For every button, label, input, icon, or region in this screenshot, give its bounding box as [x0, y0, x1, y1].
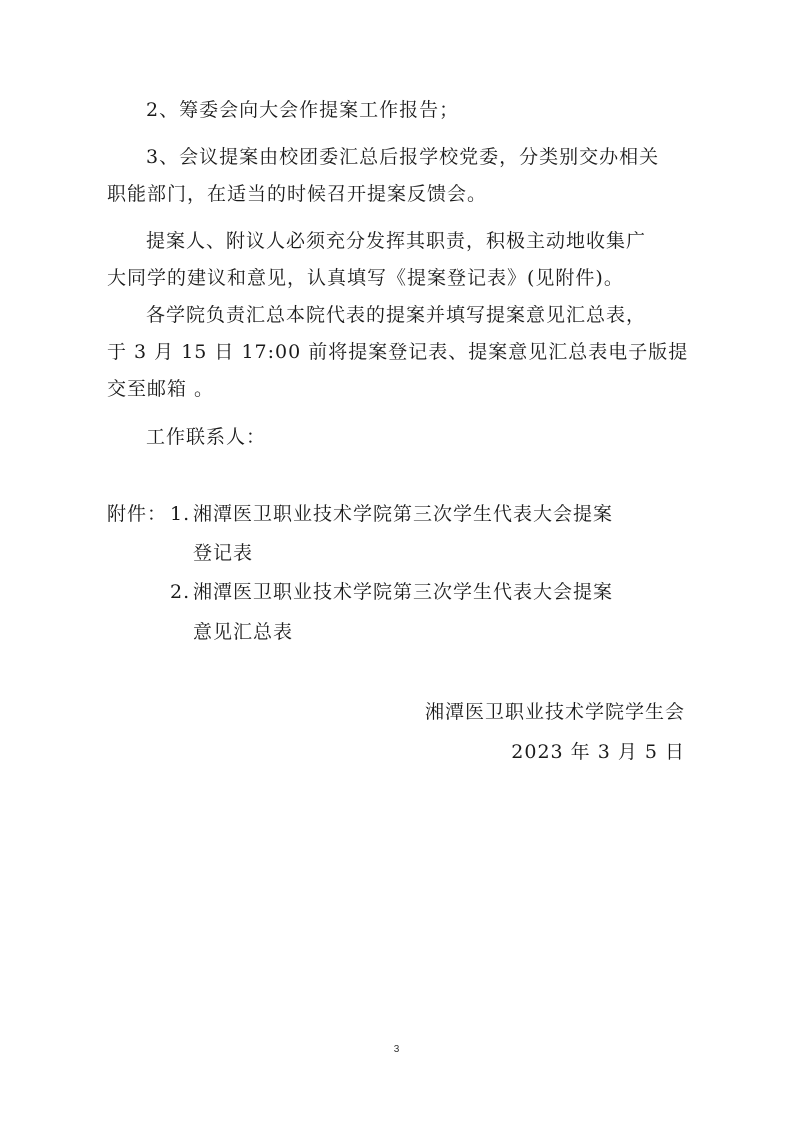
proposer-duty-line-2: 大同学的建议和意见，认真填写《提案登记表》(见附件)。 — [107, 267, 624, 289]
signature-organization: 湘潭医卫职业技术学院学生会 — [424, 701, 685, 723]
contact-person-line: 工作联系人： — [146, 426, 267, 448]
proposer-duty-line-1: 提案人、附议人必须充分发挥其职责，积极主动地收集广 — [146, 230, 647, 252]
page-number: 3 — [393, 1044, 400, 1055]
attachment-1-title-line-2: 登记表 — [193, 542, 254, 564]
attachment-2-title-line-2: 意见汇总表 — [193, 621, 294, 643]
college-submission-line-3: 交至邮箱 。 — [107, 378, 215, 400]
attachment-1-number: 1. — [170, 503, 191, 525]
attachment-1-title-line-1: 湘潭医卫职业技术学院第三次学生代表大会提案 — [193, 503, 614, 525]
attachment-2-number: 2. — [170, 581, 191, 603]
paragraph-item-2: 2、筹委会向大会作提案工作报告； — [146, 99, 460, 121]
college-submission-line-2: 于 3 月 15 日 17:00 前将提案登记表、提案意见汇总表电子版提 — [107, 341, 689, 363]
signature-date: 2023 年 3 月 5 日 — [511, 741, 685, 763]
college-submission-line-1: 各学院负责汇总本院代表的提案并填写提案意见汇总表， — [146, 304, 647, 326]
paragraph-item-3-line-2: 职能部门，在适当的时候召开提案反馈会。 — [107, 183, 488, 205]
attachment-2-title-line-1: 湘潭医卫职业技术学院第三次学生代表大会提案 — [193, 581, 614, 603]
attachments-label: 附件： — [107, 503, 168, 525]
paragraph-item-3-line-1: 3、会议提案由校团委汇总后报学校党委，分类别交办相关 — [146, 146, 660, 168]
